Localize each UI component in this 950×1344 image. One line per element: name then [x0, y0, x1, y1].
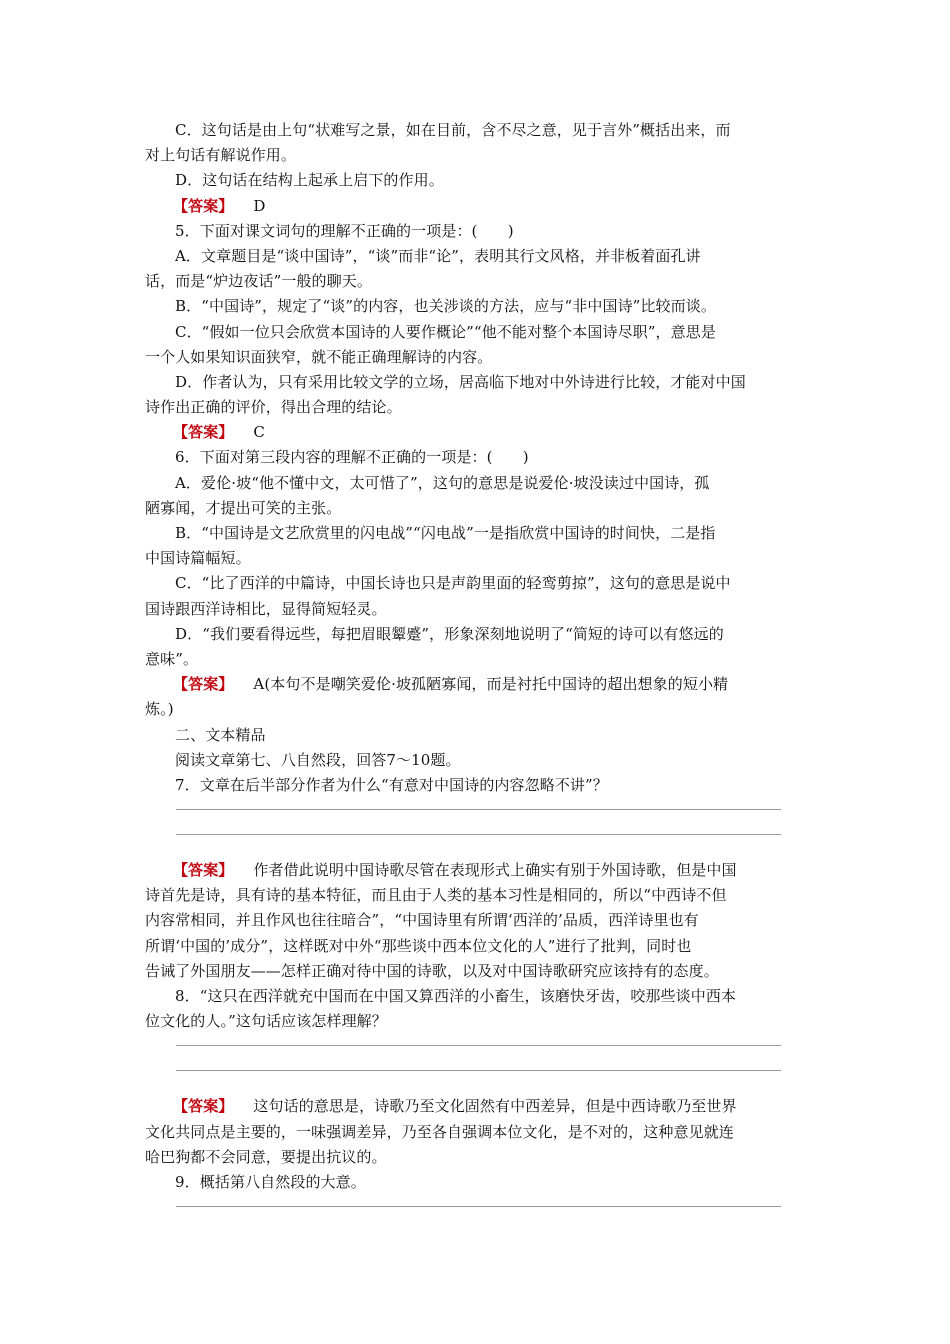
- q5-option-c-line2: 一个人如果知识面狭窄，就不能正确理解诗的内容。: [145, 347, 493, 366]
- q6-answer-line2: 炼。): [145, 700, 174, 719]
- q8-answer-text: 这句话的意思是，诗歌乃至文化固然有中西差异，但是中西诗歌乃至世界: [253, 1097, 737, 1116]
- q8-answer-line1: [145, 1094, 810, 1119]
- q4-option-c-line2: 对上句话有解说作用。: [145, 146, 297, 165]
- q5-answer: [145, 420, 810, 445]
- q7-answer-line4: 所谓‘中国的’成分”，这样既对中外“那些谈中西本位文化的人”进行了批判，同时也: [145, 936, 692, 955]
- answer-tag: 【答案】: [173, 196, 234, 215]
- q7-answer-line5: 告诫了外国朋友——怎样正确对待中国的诗歌，以及对中国诗歌研究应该持有的态度。: [145, 961, 719, 980]
- q6-option-d-line1: D．“我们要看得远些，每把眉眼颦蹙”，形象深刻地说明了“简短的诗可以有悠远的: [175, 624, 724, 643]
- q6-option-c-line1: C．“比了西洋的中篇诗，中国长诗也只是声韵里面的轻鸾剪掠”，这句的意思是说中: [175, 574, 731, 593]
- q6-option-a-line1: A．爱伦·坡“他不懂中文，太可惜了”，这句的意思是说爱伦·坡没读过中国诗，孤: [175, 473, 710, 492]
- answer-blank-line: [145, 1059, 810, 1084]
- answer-tag: 【答案】: [173, 423, 234, 442]
- q5-option-c-line1: C．“假如一位只会欣赏本国诗的人要作概论”“他不能对整个本国诗尽职”，意思是: [175, 322, 716, 341]
- q6-option-d-line2: 意味”。: [145, 649, 199, 668]
- document-body: [145, 118, 810, 1220]
- q5-option-d-line2: 诗作出正确的评价，得出合理的结论。: [145, 398, 402, 417]
- q4-answer-value: D: [253, 196, 266, 215]
- q7-answer-line1: [145, 858, 810, 883]
- answer-tag: 【答案】: [173, 861, 234, 880]
- answer-tag: 【答案】: [173, 675, 234, 694]
- q7-answer-line2: 诗首先是诗，具有诗的基本特征，而且由于人类的基本习性是相同的，所以“中西诗不但: [145, 886, 727, 905]
- answer-tag: 【答案】: [173, 1097, 234, 1116]
- q9-stem: 9．概括第八自然段的大意。: [175, 1172, 366, 1191]
- q8-stem-line1: 8．“这只在西洋就充中国而在中国又算西洋的小畜生，该磨快牙齿，咬那些谈中西本: [175, 987, 737, 1005]
- q5-option-d-line1: D．作者认为，只有采用比较文学的立场，居高临下地对中外诗进行比较，才能对中国: [175, 372, 746, 391]
- q4-option-d: D．这句话在结构上起承上启下的作用。: [175, 171, 444, 190]
- q5-option-a-line2: 话，而是“炉边夜话”一般的聊天。: [145, 272, 372, 291]
- q4-option-c-line1: C．这句话是由上句“状难写之景，如在目前，含不尽之意，见于言外”概括出来，而: [175, 121, 731, 139]
- section-instruction: 阅读文章第七、八自然段，回答7～10题。: [175, 750, 461, 769]
- q7-answer-line3: 内容常相同，并且作风也往往暗合”，“中国诗里有所谓‘西洋的’品质，西洋诗里也有: [145, 911, 699, 930]
- section-heading: 二、文本精品: [175, 725, 266, 744]
- q6-option-b-line2: 中国诗篇幅短。: [145, 549, 251, 568]
- q5-answer-value: C: [253, 423, 265, 442]
- q5-option-a-line1: A．文章题目是“谈中国诗”，“谈”而非“论”，表明其行文风格，并非板着面孔讲: [175, 246, 701, 265]
- q7-answer-text: 作者借此说明中国诗歌尽管在表现形式上确实有别于外国诗歌，但是中国: [253, 861, 737, 880]
- q6-option-c-line2: 国诗跟西洋诗相比，显得简短轻灵。: [145, 599, 387, 618]
- q5-option-b: B．“中国诗”，规定了“谈”的内容，也关涉谈的方法，应与“非中国诗”比较而谈。: [175, 297, 716, 316]
- q6-answer-text: A(本句不是嘲笑爱伦·坡孤陋寡闻，而是衬托中国诗的超出想象的短小精: [253, 675, 729, 694]
- q8-answer-line3: 哈巴狗都不会同意，要提出抗议的。: [145, 1147, 387, 1166]
- q6-stem: 6．下面对第三段内容的理解不正确的一项是：( ): [175, 448, 529, 467]
- q6-option-b-line1: B．“中国诗是文艺欣赏里的闪电战”“闪电战”一是指欣赏中国诗的时间快，二是指: [175, 524, 716, 542]
- q7-stem: 7．文章在后半部分作者为什么“有意对中国诗的内容忽略不讲”？: [175, 775, 608, 794]
- answer-blank-line: [145, 1195, 810, 1220]
- q8-stem-line2: 位文化的人。”这句话应该怎样理解？: [145, 1012, 387, 1031]
- q8-answer-line2: 文化共同点是主要的，一味强调差异，乃至各自强调本位文化，是不对的，这种意见就连: [145, 1122, 734, 1141]
- q6-answer-line1: [145, 672, 810, 697]
- q5-stem: 5．下面对课文词句的理解不正确的一项是：( ): [175, 221, 514, 240]
- q4-answer: [145, 194, 810, 219]
- answer-blank-line: [145, 798, 810, 823]
- answer-blank-line: [145, 1034, 810, 1059]
- answer-blank-line: [145, 823, 810, 848]
- q6-option-a-line2: 陋寡闻，才提出可笑的主张。: [145, 498, 342, 517]
